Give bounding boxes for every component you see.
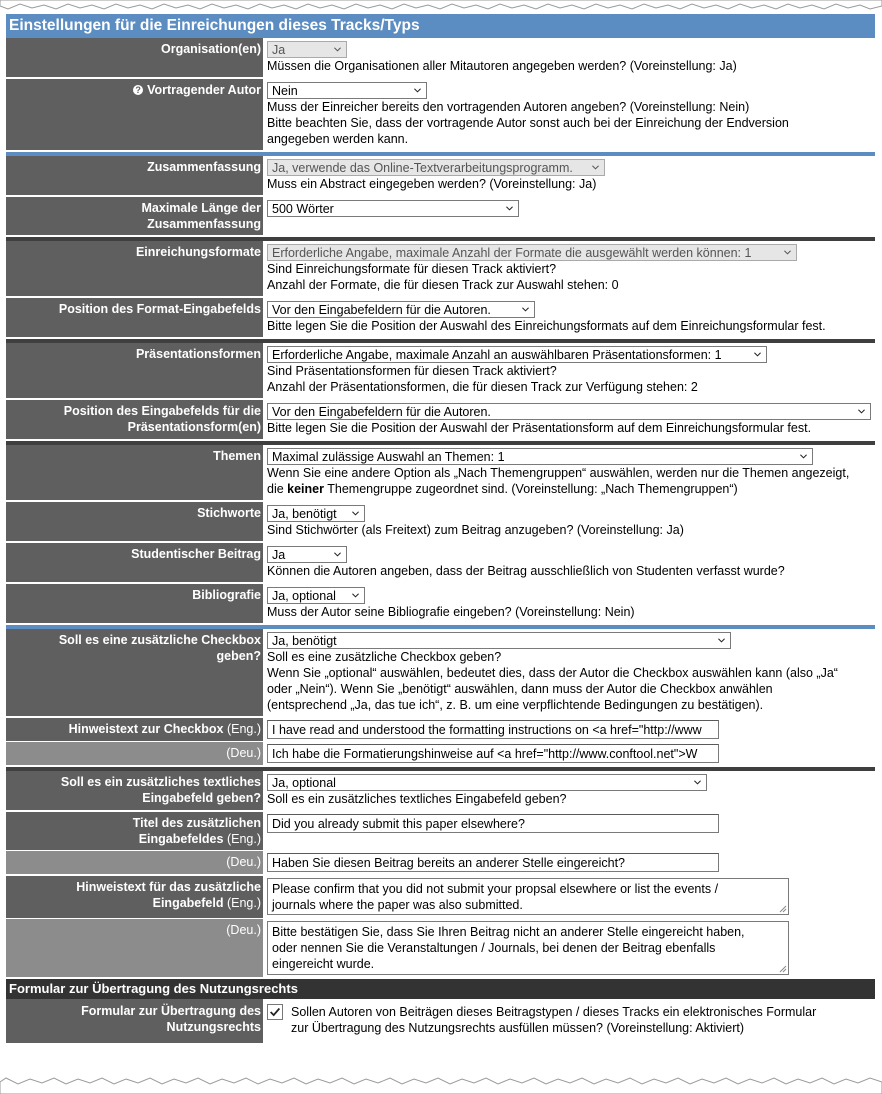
position-format-select[interactable]: Vor den Eingabefeldern für die Autoren. (267, 301, 535, 318)
praesentationsformen-select[interactable]: Erforderliche Angabe, maximale Anzahl an auswählbaren Präsentationsformen: 1 (267, 346, 767, 363)
hinweis-textfeld-deu-textarea[interactable]: Bitte bestätigen Sie, dass Sie Ihren Beitrag nicht an anderer Stelle eingereicht haben, oder nennen Sie die Veranstaltungen / Journals, bei denen der Beitrag ebenfalls eingereicht wurde. (267, 921, 789, 975)
einreichungsformate-description-2: Anzahl der Formate, die für diesen Track zur Auswahl stehen: 0 (267, 278, 619, 292)
chevron-down-icon (784, 249, 791, 256)
chevron-down-icon (334, 551, 341, 558)
row-position-praes (6, 400, 875, 441)
zusammenfassung-label: Zusammenfassung (6, 156, 263, 195)
titel-textfeld-deu-input[interactable]: Haben Sie diesen Beitrag bereits an anderer Stelle eingereicht? (267, 853, 719, 872)
checkbox-option-select[interactable]: Ja, benötigt (267, 632, 731, 649)
stichworte-label: Stichworte (6, 502, 263, 541)
vortragender-description-2: Bitte beachten Sie, dass der vortragende Autor sonst auch bei der Einreichung der Endversion (267, 116, 789, 130)
zusammenfassung-description: Muss ein Abstract eingegeben werden? (Voreinstellung: Ja) (267, 177, 597, 191)
hinweis-checkbox-eng-input[interactable]: I have read and understood the formatting instructions on <a href="http://www (267, 720, 719, 739)
einreichungsformate-label: Einreichungsformate (6, 241, 263, 296)
resize-grip-icon[interactable] (777, 903, 787, 913)
row-stichworte (6, 502, 875, 543)
hinweis-textfeld-label: Hinweistext für das zusätzliche Eingabefeld (Eng.) (6, 876, 263, 918)
einreichungsformate-description-1: Sind Einreichungsformate für diesen Track aktiviert? (267, 262, 557, 276)
studentisch-description: Können die Autoren angeben, dass der Beitrag ausschließlich von Studenten verfasst wurde? (267, 564, 785, 578)
checkbox-option-description-2: Wenn Sie „optional“ auswählen, bedeutet dies, dass der Autor die Checkbox auswählen kann (also „Ja“ (267, 666, 838, 680)
textfeld-option-select[interactable]: Ja, optional (267, 774, 707, 791)
row-organisation (6, 38, 875, 79)
organisation-select[interactable]: Ja (267, 41, 347, 58)
position-format-label: Position des Format-Eingabefelds (6, 298, 263, 337)
themen-description-1: Wenn Sie eine andere Option als „Nach Themengruppen“ auswählen, werden nur die Themen angezeigt, (267, 466, 850, 480)
chevron-down-icon (414, 87, 421, 94)
checkmark-icon (268, 1005, 282, 1019)
row-praesentationsformen (6, 343, 875, 400)
praesentationsformen-description-1: Sind Präsentationsformen für diesen Track aktiviert? (267, 364, 557, 378)
chevron-down-icon (506, 205, 513, 212)
section-header-nutzungsrecht: Formular zur Übertragung des Nutzungsrechts (6, 979, 875, 999)
hinweis-checkbox-label: Hinweistext zur Checkbox (Eng.) (6, 718, 263, 741)
row-textfeld-option (6, 771, 875, 812)
studentisch-select[interactable]: Ja (267, 546, 347, 563)
praesentationsformen-label: Präsentationsformen (6, 343, 263, 398)
row-themen (6, 445, 875, 502)
help-icon[interactable]: ? (133, 85, 143, 95)
hinweis-checkbox-deu-label: (Deu.) (6, 742, 263, 765)
row-bibliografie (6, 584, 875, 625)
organisation-description: Müssen die Organisationen aller Mitautoren angegeben werden? (Voreinstellung: Ja) (267, 59, 737, 73)
stichworte-select[interactable]: Ja, benötigt (267, 505, 365, 522)
vortragender-description-1: Muss der Einreicher bereits den vortragenden Autoren angeben? (Voreinstellung: Nein) (267, 100, 750, 114)
row-studentisch (6, 543, 875, 584)
maxlaenge-select[interactable]: 500 Wörter (267, 200, 519, 217)
titel-textfeld-deu-label: (Deu.) (6, 851, 263, 874)
torn-edge-top (0, 0, 882, 12)
row-titel-textfeld-deu (6, 851, 875, 876)
titel-textfeld-label: Titel des zusätzlichen Eingabefeldes (Eng.) (6, 812, 263, 850)
row-hinweis-checkbox-deu (6, 742, 875, 767)
row-einreichungsformate (6, 241, 875, 298)
themen-label: Themen (6, 445, 263, 500)
bibliografie-label: Bibliografie (6, 584, 263, 623)
row-position-format (6, 298, 875, 339)
row-maxlaenge (6, 197, 875, 237)
page-title: Einstellungen für die Einreichungen dieses Tracks/Typs (6, 14, 875, 38)
nutzungsrecht-description-1: Sollen Autoren von Beiträgen dieses Beitragstypen / dieses Tracks ein elektronisches Formular (291, 1005, 817, 1019)
praesentationsformen-description-2: Anzahl der Präsentationsformen, die für diesen Track zur Verfügung stehen: 2 (267, 380, 698, 394)
organisation-label: Organisation(en) (6, 38, 263, 77)
zusammenfassung-select[interactable]: Ja, verwende das Online-Textverarbeitungsprogramm. (267, 159, 605, 176)
nutzungsrecht-label: Formular zur Übertragung des Nutzungsrechts (6, 999, 263, 1043)
resize-grip-icon[interactable] (777, 963, 787, 973)
textfeld-option-description: Soll es ein zusätzliches textliches Eingabefeld geben? (267, 792, 567, 806)
hinweis-checkbox-deu-input[interactable]: Ich habe die Formatierungshinweise auf <a href="http://www.conftool.net">W (267, 744, 719, 763)
row-titel-textfeld-eng (6, 812, 875, 851)
checkbox-option-label: Soll es eine zusätzliche Checkbox geben? (6, 629, 263, 716)
position-praes-select[interactable]: Vor den Eingabefeldern für die Autoren. (267, 403, 871, 420)
themen-select[interactable]: Maximal zulässige Auswahl an Themen: 1 (267, 448, 813, 465)
row-zusammenfassung (6, 156, 875, 197)
checkbox-option-description-4: (entsprechend „Ja, das tue ich“, z. B. um eine verpflichtende Bedingungen zu bestätigen). (267, 698, 764, 712)
row-checkbox-option (6, 629, 875, 718)
position-format-description: Bitte legen Sie die Position der Auswahl des Einreichungsformats auf dem Einreichungsformular fest. (267, 319, 826, 333)
chevron-down-icon (718, 637, 725, 644)
nutzungsrecht-checkbox[interactable] (267, 1004, 283, 1020)
chevron-down-icon (352, 592, 359, 599)
row-hinweis-checkbox-eng (6, 718, 875, 742)
titel-textfeld-eng-input[interactable]: Did you already submit this paper elsewhere? (267, 814, 719, 833)
chevron-down-icon (694, 779, 701, 786)
chevron-down-icon (352, 510, 359, 517)
checkbox-option-description-3: oder „Nein“). Wenn Sie „benötigt“ auswählen, dann muss der Autor die Checkbox anwählen (267, 682, 773, 696)
bibliografie-description: Muss der Autor seine Bibliografie eingeben? (Voreinstellung: Nein) (267, 605, 635, 619)
row-hinweis-textfeld-deu (6, 919, 875, 979)
nutzungsrecht-description-2: zur Übertragung des Nutzungsrechts ausfüllen müssen? (Voreinstellung: Aktiviert) (291, 1021, 745, 1035)
chevron-down-icon (800, 453, 807, 460)
maxlaenge-label: Maximale Länge der Zusammenfassung (6, 197, 263, 235)
chevron-down-icon (522, 306, 529, 313)
vortragender-description-3: angegeben werden kann. (267, 132, 409, 146)
chevron-down-icon (334, 46, 341, 53)
row-vortragender (6, 79, 875, 152)
stichworte-description: Sind Stichwörter (als Freitext) zum Beitrag anzugeben? (Voreinstellung: Ja) (267, 523, 684, 537)
chevron-down-icon (858, 408, 865, 415)
position-praes-label: Position des Eingabefelds für die Präsentationsform(en) (6, 400, 263, 439)
vortragender-label: ? Vortragender Autor (6, 79, 263, 150)
einreichungsformate-select[interactable]: Erforderliche Angabe, maximale Anzahl der Formate die ausgewählt werden können: 1 (267, 244, 797, 261)
vortragender-select[interactable]: Nein (267, 82, 427, 99)
studentisch-label: Studentischer Beitrag (6, 543, 263, 582)
row-nutzungsrecht (6, 999, 875, 1045)
hinweis-textfeld-deu-label: (Deu.) (6, 919, 263, 977)
themen-description-2: die keiner Themengruppe zugeordnet sind. (Voreinstellung: „Nach Themengruppen“) (267, 482, 738, 496)
torn-edge-bottom (0, 1074, 882, 1094)
settings-panel (6, 14, 875, 1074)
row-hinweis-textfeld-eng (6, 876, 875, 919)
chevron-down-icon (754, 351, 761, 358)
chevron-down-icon (592, 164, 599, 171)
position-praes-description: Bitte legen Sie die Position der Auswahl der Präsentationsform auf dem Einreichungsformular fest. (267, 421, 812, 435)
checkbox-option-description-1: Soll es eine zusätzliche Checkbox geben? (267, 650, 502, 664)
textfeld-option-label: Soll es ein zusätzliches textliches Eingabefeld geben? (6, 771, 263, 810)
bibliografie-select[interactable]: Ja, optional (267, 587, 365, 604)
hinweis-textfeld-eng-textarea[interactable]: Please confirm that you did not submit your propsal elsewhere or list the events / journals where the paper was also submitted. (267, 878, 789, 915)
